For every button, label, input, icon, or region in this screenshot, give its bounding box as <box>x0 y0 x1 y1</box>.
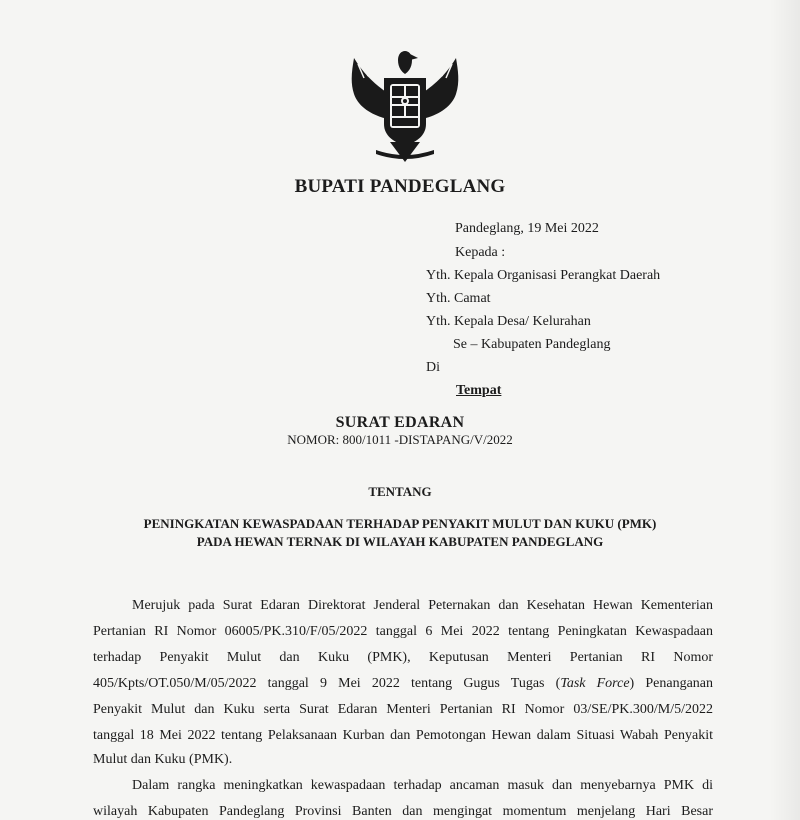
subject-line-2: PADA HEWAN TERNAK DI WILAYAH KABUPATEN PANDEGLANG <box>196 534 604 549</box>
body-line-italic: Task Force <box>560 676 630 691</box>
circular-number: NOMOR: 800/1011 -DISTAPANG/V/2022 <box>287 432 513 447</box>
body-line: Pertanian RI Nomor 06005/PK.310/F/05/2022 tanggal 6 Mei 2022 tentang Peningkatan Kewaspadaan <box>93 624 713 639</box>
body-line: tanggal 18 Mei 2022 tentang Pelaksanaan Kurban dan Pemotongan Hewan dalam Situasi Wabah Penyakit <box>93 728 713 743</box>
to-label: Kepada : <box>455 245 506 260</box>
place-date: Pandeglang, 19 Mei 2022 <box>455 221 599 236</box>
body-line: terhadap Penyakit Mulut dan Kuku (PMK), Keputusan Menteri Pertanian RI Nomor <box>93 650 713 665</box>
circular-title: SURAT EDARAN <box>335 414 465 431</box>
body-line: Dalam rangka meningkatkan kewaspadaan terhadap ancaman masuk dan menyebarnya PMK di <box>132 778 713 793</box>
body-line-part: 405/Kpts/OT.050/M/05/2022 tanggal 9 Mei 2022 tentang Gugus Tugas ( <box>93 676 561 691</box>
recipient-line: Yth. Kepala Desa/ Kelurahan <box>426 314 591 329</box>
body-line: Mulut dan Kuku (PMK). <box>93 752 233 767</box>
di-label: Di <box>426 360 440 375</box>
recipient-line: Yth. Kepala Organisasi Perangkat Daerah <box>426 268 661 283</box>
tempat-label: Tempat <box>456 383 502 398</box>
page-edge-shadow <box>770 0 800 820</box>
recipient-line: Se – Kabupaten Pandeglang <box>453 337 611 352</box>
body-line-part: ) Penanganan <box>629 676 713 691</box>
garuda-emblem-icon <box>340 38 470 166</box>
body-line: Penyakit Mulut dan Kuku serta Surat Edaran Menteri Pertanian RI Nomor 03/SE/PK.300/M/5/2022 <box>93 702 713 717</box>
subject-line-1: PENINGKATAN KEWASPADAAN TERHADAP PENYAKIT MULUT DAN KUKU (PMK) <box>143 516 657 531</box>
body-line: Merujuk pada Surat Edaran Direktorat Jenderal Peternakan dan Kesehatan Hewan Kementerian <box>132 598 713 613</box>
about-label: TENTANG <box>368 484 432 499</box>
body-line: wilayah Kabupaten Pandeglang Provinsi Banten dan mengingat momentum menjelang Hari Besar <box>93 804 713 819</box>
recipient-line: Yth. Camat <box>426 291 491 306</box>
letterhead-title: BUPATI PANDEGLANG <box>294 176 506 197</box>
body-line <box>93 676 713 692</box>
